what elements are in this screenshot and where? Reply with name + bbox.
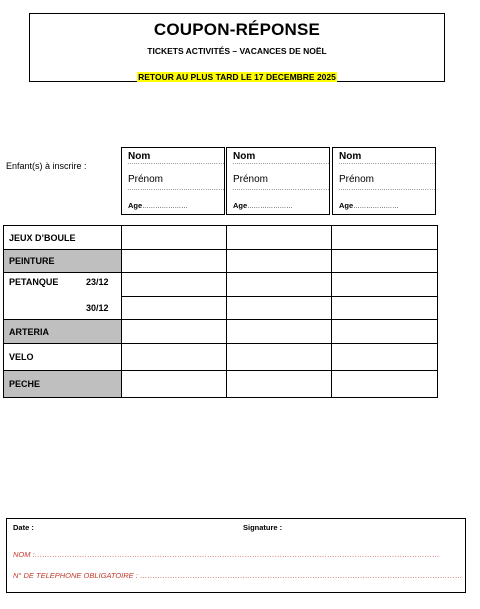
child-age-field[interactable] bbox=[128, 201, 188, 210]
child-prenom-field[interactable]: ……………………………………… bbox=[127, 185, 225, 192]
activity-checkbox-child-3[interactable] bbox=[331, 371, 437, 397]
activity-checkbox-child-2[interactable] bbox=[226, 344, 331, 370]
row-divider bbox=[227, 296, 331, 297]
activity-label: VELO bbox=[9, 352, 34, 362]
date-field[interactable]: Date : bbox=[13, 523, 34, 532]
parent-name-label: NOM : bbox=[13, 550, 35, 559]
child-age-dots: ………………… bbox=[353, 203, 399, 210]
children-label: Enfant(s) à inscrire : bbox=[6, 161, 87, 171]
row-divider bbox=[332, 296, 437, 297]
activity-checkbox-child-1[interactable] bbox=[121, 320, 226, 343]
phone-label: N° DE TELEPHONE OBLIGATOIRE : bbox=[13, 571, 138, 580]
child-prenom-label: Prénom bbox=[128, 174, 164, 185]
page-subtitle: TICKETS ACTIVITÉS – VACANCES DE NOËL bbox=[147, 46, 327, 56]
activity-checkbox-child-3[interactable] bbox=[331, 250, 437, 272]
signature-box bbox=[6, 518, 466, 593]
child-prenom-label: Prénom bbox=[339, 174, 375, 185]
activity-checkbox-child-3[interactable] bbox=[331, 273, 437, 319]
activity-label-cell bbox=[4, 226, 121, 249]
child-age-label: Age bbox=[128, 201, 143, 210]
deadline-notice bbox=[30, 67, 444, 85]
activity-checkbox-child-1[interactable] bbox=[121, 250, 226, 272]
activity-row-jeux-boule bbox=[3, 225, 438, 250]
child-age-field[interactable] bbox=[339, 201, 399, 210]
activity-label-cell bbox=[4, 371, 121, 397]
row-divider bbox=[122, 296, 226, 297]
activity-label-cell bbox=[4, 344, 121, 370]
child-card-1[interactable] bbox=[121, 147, 225, 215]
activity-row-arteria bbox=[3, 319, 438, 344]
activity-row-peche bbox=[3, 370, 438, 398]
child-nom-label: Nom bbox=[339, 151, 362, 162]
child-nom-field[interactable]: ……………………………………… bbox=[232, 159, 330, 166]
child-nom-label: Nom bbox=[233, 151, 256, 162]
petanque-date-1: 23/12 bbox=[86, 277, 109, 287]
page-title: COUPON-RÉPONSE bbox=[153, 20, 321, 39]
activity-checkbox-child-2[interactable] bbox=[226, 250, 331, 272]
activity-label: JEUX D’BOULE bbox=[9, 232, 76, 243]
activity-checkbox-child-2[interactable] bbox=[226, 320, 331, 343]
activity-label-cell bbox=[4, 320, 121, 343]
activity-row-velo bbox=[3, 343, 438, 371]
child-card-2[interactable] bbox=[226, 147, 330, 215]
child-nom-field[interactable]: ……………………………………… bbox=[127, 159, 225, 166]
child-prenom-field[interactable]: ……………………………………… bbox=[338, 185, 436, 192]
activity-label: PECHE bbox=[9, 379, 41, 389]
activity-label: ARTERIA bbox=[9, 326, 49, 337]
activity-checkbox-child-1[interactable] bbox=[121, 344, 226, 370]
child-age-dots: ………………… bbox=[247, 203, 293, 210]
activity-checkbox-child-1[interactable] bbox=[121, 371, 226, 397]
phone-dots: ………………………………………………………………………………………………………………… bbox=[139, 571, 463, 580]
activity-row-peinture bbox=[3, 249, 438, 273]
child-prenom-field[interactable]: ……………………………………… bbox=[232, 185, 330, 192]
activity-label: PETANQUE bbox=[9, 277, 59, 287]
activity-label-cell bbox=[4, 273, 121, 319]
activity-grid bbox=[3, 225, 438, 398]
activity-checkbox-child-3[interactable] bbox=[331, 344, 437, 370]
activity-label: PEINTURE bbox=[9, 256, 55, 266]
activity-label-cell bbox=[4, 250, 121, 272]
phone-field[interactable] bbox=[13, 571, 462, 580]
child-age-field[interactable] bbox=[233, 201, 293, 210]
activity-checkbox-child-1[interactable] bbox=[121, 226, 226, 249]
activity-checkbox-child-2[interactable] bbox=[226, 273, 331, 319]
activity-checkbox-child-2[interactable] bbox=[226, 226, 331, 249]
activity-checkbox-child-2[interactable] bbox=[226, 371, 331, 397]
child-nom-label: Nom bbox=[128, 151, 151, 162]
signature-field[interactable]: Signature : bbox=[243, 523, 283, 532]
deadline-text: RETOUR AU PLUS TARD LE 17 DECEMBRE 2025 bbox=[138, 72, 336, 82]
child-age-label: Age bbox=[339, 201, 354, 210]
child-card-3[interactable] bbox=[332, 147, 436, 215]
parent-name-field[interactable] bbox=[13, 550, 440, 559]
parent-name-dots: ……………………………………………………………………………………………………………………………………………… bbox=[34, 550, 440, 559]
child-nom-field[interactable]: ……………………………………… bbox=[338, 159, 436, 166]
activity-checkbox-child-1[interactable] bbox=[121, 273, 226, 319]
child-age-label: Age bbox=[233, 201, 248, 210]
activity-checkbox-child-3[interactable] bbox=[331, 320, 437, 343]
activity-checkbox-child-3[interactable] bbox=[331, 226, 437, 249]
header-box bbox=[29, 13, 445, 82]
petanque-date-2: 30/12 bbox=[86, 303, 109, 313]
child-age-dots: ………………… bbox=[142, 203, 188, 210]
child-prenom-label: Prénom bbox=[233, 174, 269, 185]
activity-row-petanque bbox=[3, 272, 438, 320]
